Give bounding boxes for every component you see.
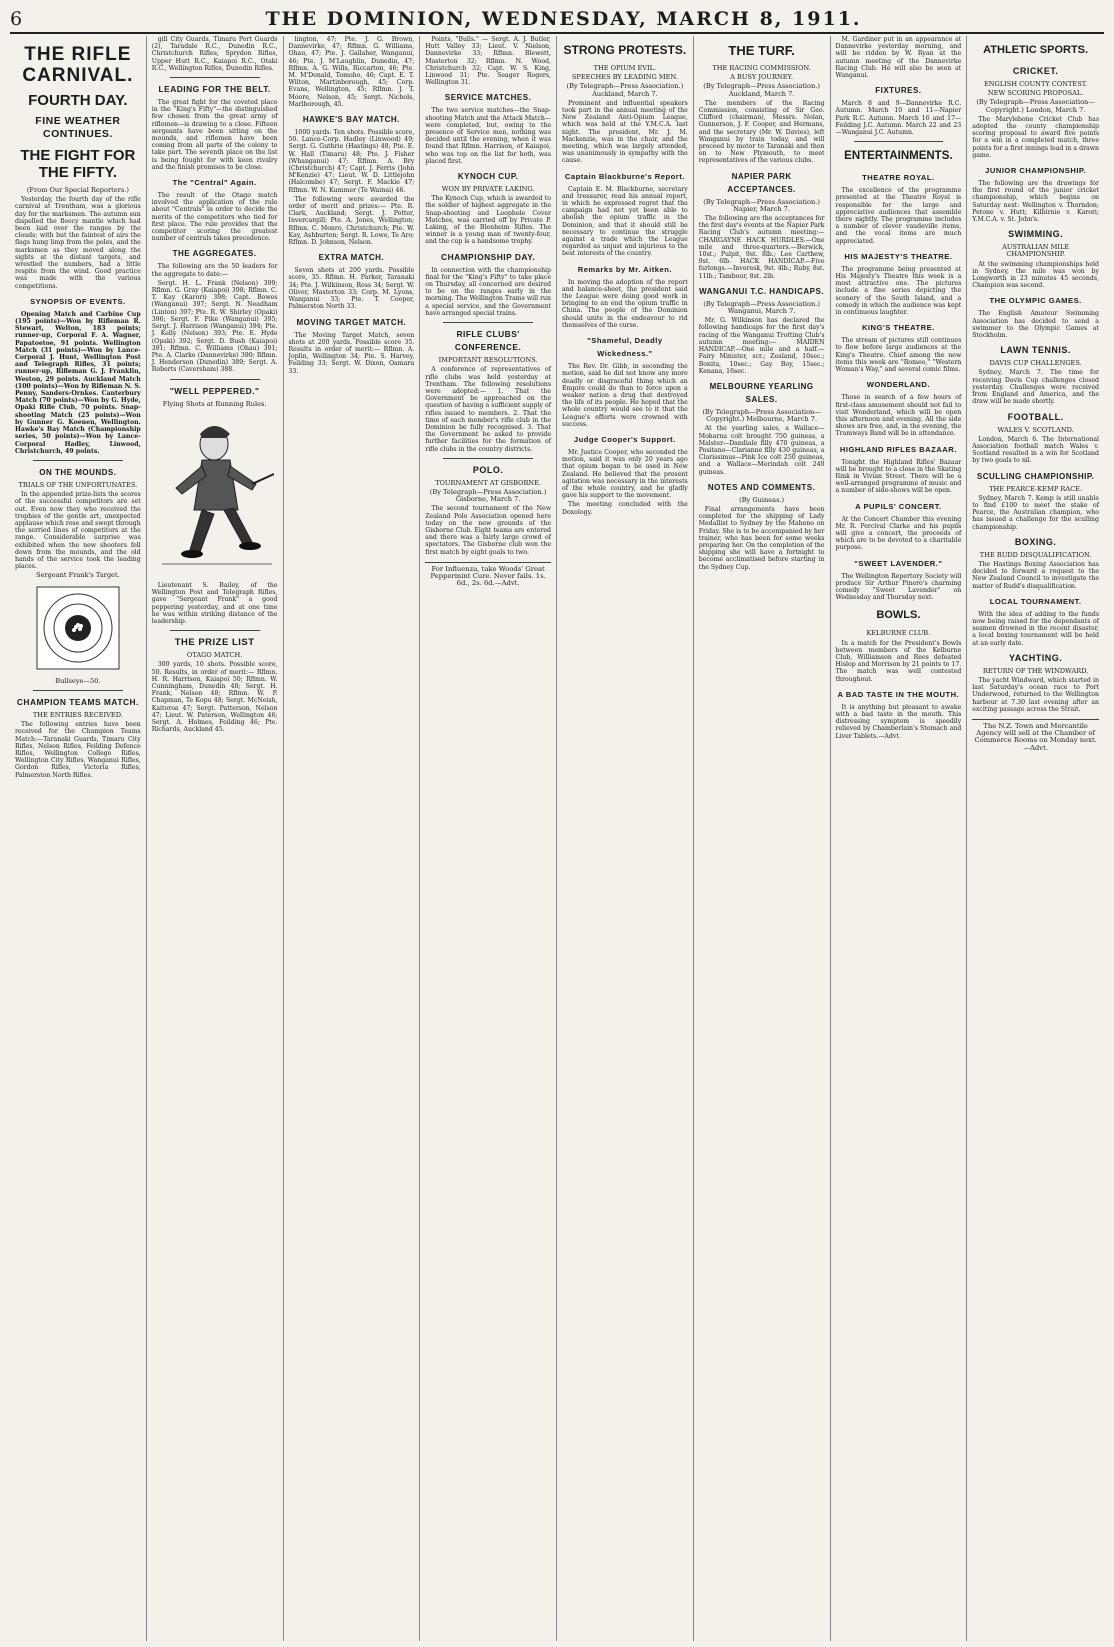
mounds-heading: ON THE MOUNDS. [39,467,117,477]
yachting-body: The yacht Windward, which started in last Saturday's ocean race to Port Underwood, returned to the Wellington harbour at 7.30 last evening after an exciting passage across the Strait. [972,676,1099,713]
napier-park-source: (By Telegraph—Press Association.) Napier, March 7. [703,197,820,213]
divider [443,322,533,323]
kynoch-cup-body: The Kynoch Cup, which is awarded to the soldier of highest aggregate in the Snap-shooting and Loophole Cover Matches, was carried off by Private P. Laking, of the Blenheim Rifles. The winner is a young man of twenty-four, and the cup is a handsome trophy. [425,195,551,246]
swimming-body: At the swimming championships held in Sydney, the mile was won by Longworth in 23 minutes 45 seconds, Champion was second. [972,260,1099,290]
aggregates-heading: THE AGGREGATES. [172,249,257,259]
championship-day-heading: CHAMPIONSHIP DAY. [441,251,536,262]
kings-theatre-body: The stream of pictures still continues to flow before large audiences at the King's Theatre. Chief among the new items this week are "Romeo," "Western Woman's Way," and several comic films. [835,337,962,374]
well-peppered-heading: "WELL PEPPERED." [169,385,260,396]
target-caption: Sergeant Frank's Target. [36,571,120,580]
columns [10,36,1104,1641]
mounds-subheading: TRIALS OF THE UNFORTUNATES. [18,480,138,489]
service-matches-body: The two service matches—the Snap-shooting Match and the Attack Match—were completed, but, owing to the presence of Service men, nothing was decided until the evening, when it was found that Rflmn. Harrison, of Kaiapoi, who was top on the list for both, was placed first. [425,107,551,165]
extra-match-body: Seven shots at 200 yards. Possible score, 35. Rflmn. H. Parker, Taranaki 34; Pte. J. Wilkinson, Ross 34; Sergt. W. Oliver, Masterton 33; Corp. M. Lyons, Wanganui 33; Pte. T. Cooper, Palmerston North 33. [288,267,415,311]
page-number: 6 [10,8,24,30]
sculling-body: Sydney, March 7. Kemp is still unable to find £100 to meet the stake of Pearce, the Australian champion, who has issued a challenge for the sculling championship. [972,494,1099,531]
headline-rifle-carnival: THE RIFLE CARNIVAL. [22,44,134,86]
entertainments-heading: ENTERTAINMENTS. [844,150,953,163]
service-matches-heading: SERVICE MATCHES. [444,93,532,103]
bowls-body: In a match for the President's Bowls between members of the Kelburne Club, Williamson and Rees defeated Hislop and Morrison by 21 points to 17. The match was well contested throughout. [835,639,962,683]
polo-subheading: TOURNAMENT AT GISBORNE. [435,478,542,487]
windward-subheading: RETURN OF THE WINDWARD. [982,666,1089,675]
busy-journey-body: The members of the Racing Commission, consisting of Sir Geo. Clifford (chairman), Messrs. Nolan, Gunnerson, J. F. Cooper, and Hermans, and the secretary (Mr. W. Davies), left Wanganui by train today, and will proceed by motor to Taranaki and then on to New Plymouth, to meet representatives of the various clubs. [698,99,825,165]
rudd-subheading: THE RUDD DISQUALIFICATION. [979,550,1092,559]
champion-teams-heading: CHAMPION TEAMS MATCH. [16,696,139,707]
protests-source: (By Telegraph—Press Association.) Auckland, March 7. [566,82,684,98]
mounds-body: In the appended prize-lists the scores of the successful competitors are set out. Even now they who received the trophies of the gentle art, unexpected applause which rose and swept through the serried lines of competitors at the range. Considerable surprise was exhibited when the new shooters fell down from the mounds, and the old hands of the service took the leading places. [15,491,141,571]
olympic-games-body: The English Amateur Swimming Association has decided to send a swimmer to the Olympic Games at Stockholm. [972,310,1099,340]
hawkes-bay-heading: HAWKE'S BAY MATCH. [302,115,400,125]
judge-cooper-heading: Judge Cooper's Support. [573,434,676,444]
scoring-proposal-subheading: NEW SCORING PROPOSAL. [987,89,1084,98]
kynoch-cup-subheading: WON BY PRIVATE LAKING. [441,185,535,194]
fixtures-heading: FIXTURES. [875,86,922,96]
well-peppered-subheading: Flying Shots at Running Rules. [162,399,267,408]
football-heading: FOOTBALL. [1007,411,1064,422]
boxing-heading: BOXING. [1014,536,1057,547]
belt-body: The great fight for the coveted place in the "King's Fifty"—the distinguished few chosen from the great army of riflemen—is drawing to a close. Fifteen sergeants have been sitting on the mounds, and riflemen have been coming from all parts of the colony to take part. The seventh place on the list is being fought for with keen rivalry and the finish promises to be close. [151,99,278,171]
local-tournament-body: With the idea of adding to the funds now being raised for the dependants of seamen drowned in the recent disaster, a local boxing tournament will be held at an early date. [972,610,1099,647]
extra-match-heading: EXTRA MATCH. [318,253,385,263]
lawn-tennis-body: Sydney, March 7. The time for receiving Davis Cup challenges closed yesterday. Challenges were received from England and America, and the draw will be made shortly. [972,369,1099,406]
column-7 [831,36,968,1641]
divider [170,77,260,78]
shameful-body: The Rev. Dr. Gibb, in seconding the motion, said he did not know any more deadly or disgraceful thing which an Empire could do than to force upon a weaker nation a drug that destroyed the life of its people. He hoped that the whole country would see to it that the League's efforts were crowned with success. [562,363,688,428]
column-7-intro: M. Gardiner put in an appearance at Dannevirke yesterday morning, and will be ridden by W. Ryan at the autumn meeting of the Dannevirke Racing Club. He will also be seen at Wanganui. [835,36,962,80]
pearce-kemp-subheading: THE PEARCE-KEMP RACE. [989,484,1083,493]
column-1 [10,36,147,1641]
pupils-concert-body: At the Concert Chamber this evening Mr. R. Percival Clarke and his pupils will give a concert, the proceeds of which are to be devoted to a charitable purpose. [835,515,962,552]
champion-teams-body: The following entries have been received for the Champion Teams Match:—Taranaki Guards, Timaru City Rifles, Nelson Rifles, Feilding Defence Rifles, Wellington College Rifles, Wellington City Rifles, Wanganui Rifles, Gordon Rifles, Victoria Rifles, Palmerston North Rifles. [15,721,141,779]
column-2-intro: gill City Guards, Timaru Port Guards (2), Taradale R.C., Dunedin R.C., Christchurch Rifles, Sprydon Rifles, Upper Hutt R.C., Kaiapoi R.C., Otaki R.C., Wellington Rifles, Dunedin Rifles. [151,36,278,72]
sweet-lavender-heading: "SWEET LAVENDER." [854,558,943,568]
davis-cup-subheading: DAVIS CUP CHALLENGES. [989,359,1082,368]
cartoon-figure [152,414,278,576]
yearling-sales-heading: MELBOURNE YEARLING SALES. [709,381,814,404]
newspaper-title: THE DOMINION, WEDNESDAY, MARCH 8, 1911. [265,8,862,30]
central-heading: The "Central" Again. [172,178,257,188]
column-2 [147,36,284,1641]
prize-list-heading: THE PRIZE LIST [174,637,255,649]
boxing-body: The Hastings Boxing Association has decided to forward a request to the New Zealand Council to investigate the matter of Rudd's disqualification. [972,560,1099,590]
running-soldier-illustration-icon [152,414,282,574]
highland-rifles-heading: HIGHLAND RIFLES BAZAAR. [839,444,957,454]
junior-championship-body: The following are the drawings for the first round of the junior cricket championship, which begins on Saturday next: Wellington v. Thorndon; Petone v. Hutt; Kilbirnie v. Karori; Y.M.C.A. v. St. John's. [972,180,1099,224]
headline-fight-for-fifty: THE FIGHT FOR THE FIFTY. [20,147,136,181]
napier-park-body: The following are the acceptances for the first day's events at the Napier Park Racing Club's autumn meeting:— CHARGAYNE HACK HURDLES.—One mile and three-quarters.—Berwick, 10st.; Pulpit, 9st. 8lb.; Lee Carthew, 9st. 6lb. HACK HANDICAP.—Five furlongs.—Inveresk, 9st. 4lb.; Ruby, 8st. 11lb.; Tambour, 8st. 2lb. [698,215,825,280]
target-score: Bullseye—50. [55,676,101,685]
swimming-heading: SWIMMING. [1008,229,1064,240]
fixtures-body: March 8 and 9—Dannevirke R.C. Autumn. March 10 and 11—Napier Park R.C. Autumn. March 16 and 17—Feilding J.C. Autumn. March 22 and 23—Wanganui J.C. Autumn. [835,100,962,137]
bad-taste-body: It is anything but pleasant to awake with a bad taste in the mouth. This distressing symptom is speedily relieved by Chamberlain's Stomach and Liver Tablets.—Advt. [835,703,962,740]
yearling-sales-body: At the yearling sales, a Wallace—Moharna colt brought 750 guineas, a Malster—Dandiale filly 470 guineas, a Positano—Clarianne filly 430 guineas, a Clarissimus—Pink Ice colt 250 guineas, and a Wallace—Merindah colt 240 guineas. [698,425,825,476]
polo-source: (By Telegraph—Press Association.) Gisborne, March 7. [429,487,547,504]
kynoch-cup-heading: KYNOCH CUP. [457,172,519,182]
report-body: Captain E. M. Blackburne, secretary and treasurer, read his annual report, in which he expressed regret that the campaign had not yet been able to abolish the opium traffic in the Dominion, and that it should still be necessary to continue the struggle against a trade which the League regarded as unjust and injurious to the best interests of the country. [562,185,688,258]
county-contest-subheading: ENGLISH COUNTY CONTEST. [983,80,1088,88]
polo-body: The second tournament of the New Zealand Polo Association opened here today on the new grounds of the Gisborne Club. Eight teams are entered and there was a fairly large crowd of spectators. The Gisborne club won the first match by eight goals to two. [425,505,551,556]
busy-journey-subheading: A BUSY JOURNEY. [730,73,794,82]
his-majestys-body: The programme being presented at His Majesty's Theatre this week is a most attractive one. The pictures include a fine series depicting the scenery of the South Island, and a comedy in which the audience was kept in continuous laughter. [835,265,962,317]
source-line: (From Our Special Reporters.) [26,186,129,194]
column-6 [694,36,831,1641]
headline-weather: FINE WEATHER CONTINUES. [35,115,121,140]
champion-teams-subheading: THE ENTRIES RECEIVED. [32,710,123,719]
column-4-intro: Points. "Bulls." — Sergt. A. J. Butler, Hutt Valley 33; Lieut. V. Nielson, Dannevirke 33; Rflmn. Blewett, Masterton 32; Rflmn. N. Wood, Christchurch 32; Capt. W. S. King, Linwood 31; Pte. Seager Rogers, Wellington 31. [425,36,551,87]
wonderland-body: Those in search of a few hours of first-class amusement should not fail to visit Wonderland, which will be open this afternoon and evening. All the side shows are free, and, in the evening, the Tramways Band will be in attendance. [835,394,962,438]
divider [854,141,944,142]
protests-body: Prominent and influential speakers took part in the annual meeting of the New Zealand Anti-Opium League, which was held at the Y.M.C.A. last night. The president, Mr. J. M. Mackenzie, was in the chair, and the meeting, which was largely attended, was unanimously in sympathy with the cause. [562,99,688,165]
rifle-clubs-conference-heading: RIFLE CLUBS' CONFERENCE. [454,329,522,353]
bad-taste-heading: A BAD TASTE IN THE MOUTH. [837,689,960,699]
local-tournament-heading: LOCAL TOURNAMENT. [989,596,1082,606]
prize-list-body: 300 yards, 10 shots. Possible score, 50. Results, in order of merit:— Rflmn. H. R. Harrison, Kaiapoi 50; Rflmn. W. Cunningham, Dunedin 48; Sergt. H. Frank, Nelson 48; Rflmn. W. P. Chapman, Te Kopu 48; Sergt. McNeish, Kaitoroa 47; Sergt. Patterson, Nelson 47; Lieut. W. Paterson, Wellington 46; Sergt. A. Holmes, Feilding 46; Pte. Richards, Auckland 45. [151,661,278,734]
sweet-lavender-body: The Wellington Repertory Society will produce Sir Arthur Pinero's charming comedy "Sweet Lavender" on Wednesday and Thursday next. [835,572,962,602]
rifle-clubs-conference-subheading: IMPORTANT RESOLUTIONS. [438,356,538,365]
aggregates-intro: The following are the 50 leaders for the aggregate to date:— [151,263,278,278]
cricket-source: (By Telegraph—Press Association—Copyright.) London, March 7. [976,98,1095,114]
turf-heading: THE TURF. [728,43,795,58]
target-figure [15,586,141,672]
column-5 [557,36,694,1641]
remarks-heading: Remarks by Mr. Aitken. [577,264,673,274]
busy-journey-source: (By Telegraph—Press Association.) Auckland, March 7. [703,82,820,98]
divider [170,379,260,380]
wonderland-heading: WONDERLAND. [866,380,931,390]
divider [170,630,260,631]
report-heading: Captain Blackburne's Report. [564,171,685,181]
bullseye-target-icon [36,586,120,670]
remarks-body: In moving the adoption of the report and balance-sheet, the president said the League were doing good work in bringing to an end the opium traffic in China. The people of the Dominion should unite in the endeavour to rid themselves of the curse. [562,278,688,329]
masthead [10,6,1104,34]
sale-notice: The N.Z. Town and Mercantile Agency will sell at the Chamber of Commerce Rooms on Monday next.—Advt. [972,719,1099,752]
column-3-intro: lington, 47; Pte. J. G. Brown, Dannevirke, 47; Rflmn. G. Williams, Ohau, 47; Pte. J. Gallaher, Wanganui, 46; Pte. J. M'Laughlin, Dunedin, 47; Rflmn. A. G. Wills, Riccarton, 46; Pte. M. M'Donald, Tomoho, 46; Capt. E. T. Wilton, Martinborough, 45; Corp. Evans, Wellington, 45; Rflmn. J. T. Moore, Nelson, 45; Sergt. Nichols, Marlborough, 45. [288,36,415,108]
bowls-heading: BOWLS. [876,609,921,622]
cricket-heading: CRICKET. [1012,66,1059,76]
cricket-body: The Marylebone Cricket Club has adopted the county championship scoring proposal to award five points for a win in a completed match, three points for a first innings lead in a drawn game. [972,115,1099,159]
opium-evil-subheading: THE OPIUM EVIL. [593,64,657,72]
notes-body: Final arrangements have been completed for the shipping of Lady Medallist to Sydney by the Maheno on Friday. She is to be accompanied by her trainer, who has been for some weeks preparing her. On the completion of the shipping she will have a fortnight to become acclimatised before starting in the Sydney Cup. [698,505,825,571]
notes-source: (By Guineas.) [739,495,785,504]
column-4 [420,36,557,1641]
highland-rifles-body: Tonight the Highland Rifles' Bazaar will be brought to a close in the Skating Rink in Vivian Street. There will be a well-arranged programme of music and a number of side-shows will be open. [835,458,962,495]
theatre-royal-body: The excellence of the programme presented at the Theatre Royal is responsible for the large and appreciative audiences that assemble there nightly. The programme includes a number of clever vaudeville items, and the vocal items are much appreciated. [835,187,962,245]
wanganui-body: Mr. G. Wilkinson has declared the following handicaps for the first day's racing of the Wanganui Trotting Club's autumn meeting:— MAIDEN HANDICAP.—One mile and a half.—Fairy Minister, scr.; Zealand, 10sec.; Bonita, 10sec.; Gay Boy, 15sec.; Kenana, 16sec. [698,317,825,375]
notes-heading: NOTES AND COMMENTS. [707,482,816,492]
theatre-royal-heading: THEATRE ROYAL. [862,173,935,183]
championship-day-body: In connection with the championship final for the "King's Fifty" to take place on Thursday, all concerned are desired to be on the ranges early in the morning. The Wellington Trams will run a special service, and the Government have arranged special trains. [425,266,551,317]
aggregates-list: Sergt. H. L. Frank (Nelson) 399; Rflmn. G. Gray (Kaiapoi) 398; Rflmn. C. T. Kay (Karori) 398; Capt. Bowes (Wanganui) 397; Sergt. N. Neadham (Linton) 397; Pte. R. W. Shirley (Opaki) 396; Sergt. F. Pike (Wanganui) 395; Sergt. J. Harrison (Wanganui) 394; Pte. J. Kelly (Nelson) 393; Pte. E. Hyde (Opaki) 392; Sergt. D. Bush (Kaiapoi) 391; Rflmn. C. Williams (Ohau) 391; Pte. A. Clarke (Dannevirke) 390; Rflmn. J. Henderson (Dunedin) 389; Sergt. A. Roberts (Caversham) 388. [151,279,278,374]
cartoon-caption: Lieutenant S. Bailey, of the Wellington Post and Telegraph Rifles, gave "Sergeant Frank" a good peppering yesterday, and at one time he was within striking distance of the leadership. [151,581,278,625]
napier-park-heading: NAPIER PARK ACCEPTANCES. [727,171,796,194]
hawkes-bay-body: 1000 yards. Ten shots. Possible score, 50. Lance-Corp. Hadley (Linwood) 49; Sergt. G. Guthrie (Hastings) 48; Pte. E. W. Hall (Timaru) 48; Pte. J. Fisher (Whanganui) 47; Rflmn. A. Bry (Christchurch) 47; Capt. J. Ferris (John M'Kenzie) 47; Lieut. W. D. Littlejohn (Halcombe) 47; Sergt. F. Mackie 47; Rflmn. W. N. Kummer (Te Wainui) 46. [288,129,415,194]
judge-cooper-body: Mr. Justice Cooper, who seconded the motion, said it was only 20 years ago that opium began to be used in New Zealand. He believed that the present agitation was necessary in the interests of the whole country, and he gladly gave his support to the movement. [562,448,688,500]
column-8 [967,36,1104,1641]
wales-scotland-subheading: WALES V. SCOTLAND. [997,425,1074,434]
article-intro: Yesterday, the fourth day of the rifle carnival at Trentham, was a glorious day for the marksmen. The autumn sun dispelled the fleecy mantle which had been laid over the ranges by the clouds; with but the faintest of airs the flags hung limp from the poles, and the marksmen as they moved along the sights at the distant targets, and wrestled the numbers, had a little respite from the wind. Good practice was made with the various competitions. [15,196,141,290]
synopsis-heading: SYNOPSIS OF EVENTS. [30,296,126,306]
racing-commission-subheading: THE RACING COMMISSION. [712,64,811,72]
belt-heading: LEADING FOR THE BELT. [158,84,271,95]
column-3 [284,36,421,1641]
junior-championship-heading: JUNIOR CHAMPIONSHIP. [985,166,1087,176]
wanganui-source: (By Telegraph—Press Association.) Wanganui, March 7. [703,299,820,316]
pupils-concert-heading: A PUPILS' CONCERT. [855,501,942,511]
mile-championship-subheading: AUSTRALIAN MILE CHAMPIONSHIP. [1002,243,1070,259]
central-body: The result of the Otago match involved the application of the rule about "Centrals" in order to decide the merits of the competitors who tied for first place. The rule provides that the competitor scoring the greatest number of centrals takes precedence. [151,192,278,243]
kelburne-club-subheading: KELBURNE CLUB. [866,629,931,638]
divider [33,690,123,691]
moving-target-heading: MOVING TARGET MATCH. [296,317,407,327]
sculling-heading: SCULLING CHAMPIONSHIP. [976,471,1095,481]
moving-target-body: The Moving Target Match, seven shots at 200 yards. Possible score 35. Results in order of merit:— Rflmn. A. Joplin, Wellington 34; Pte. S. Harvey, Feilding 33; Sergt. W. Dixon, Oamaru 33. [288,331,415,375]
strong-protests-heading: STRONG PROTESTS. [563,43,687,57]
olympic-games-heading: THE OLYMPIC GAMES. [989,296,1082,306]
closing-line: The meeting concluded with the Doxology. [562,501,688,516]
prize-winners-body: The following were awarded the order of merit and prizes:— Pte. R. Clark, Auckland; Sergt. J. Potter, Invercargill; Pte. A. Jones, Wellington; Rflmn. C. Monro, Christchurch; Pte. W. Kay, Ashburton; Sergt. R. Lowe, Te Aro; Rflmn. D. Johnson, Nelson. [288,195,415,247]
wanganui-heading: WANGANUI T.C. HANDICAPS. [699,286,825,296]
athletic-sports-heading: ATHLETIC SPORTS. [983,44,1089,56]
otago-match-subheading: OTAGO MATCH. [186,651,243,660]
headline-fourth-day: FOURTH DAY. [28,92,128,109]
football-body: London, March 6. The International Association football match Wales v. Scotland resulted in a win for Scotland by two goals to nil. [972,435,1099,465]
synopsis-body: Opening Match and Carbine Cup (195 points)—Won by Rifleman R. Stewart, Welton, 183 points; runner-up, Corporal F. A. Wagner, Papatoetoe, 91 points. Wellington Match (31 points)—Won by Lance-Corporal J. Hunt, Wellington Post and Telegraph Rifles, 31 points; runner-up, Rifleman G. J. Franklin, Weston, 29 points. Auckland Match (100 points)—Won by Rifleman N. S. Penny, Sanders-Ornkes. Canterbury Match (70 points)—Won by G. Hyde, Opaki Rifle Club, 70 points. Snap-shooting Match (25 points)—Won by Gunner G. Koenen, Wellington. Hawke's Bay Match (Championship series, 50 points)—Won by Lance-Corporal Hadley, Linwood, Christchurch, 49 points. [15,310,141,455]
shameful-heading: "Shameful, Deadly Wickedness." [587,336,663,359]
polo-heading: POLO. [472,464,504,475]
kings-theatre-heading: KING'S THEATRE. [861,323,935,333]
divider [443,458,533,459]
speeches-subheading: SPEECHES BY LEADING MEN. [571,73,678,82]
advertisement: For Influenza, take Woods' Great Peppermint Cure. Never fails. 1s. 6d., 2s. 6d.—Advt. [425,562,551,588]
his-majestys-heading: HIS MAJESTY'S THEATRE. [844,251,953,261]
rifle-clubs-conference-body: A conference of representatives of rifle clubs was held yesterday at Trentham. The following resolutions were adopted:— 1. That the Government be approached on the question of having a sufficient supply of rifles issued to members. 2. That the time of each member's rifle club in the Dominion be fully recognised. 3. That the Government be asked to provide further facilities for the formation of rifle clubs in the country districts. [425,366,551,453]
yachting-heading: YACHTING. [1009,652,1063,663]
divider [33,460,123,461]
lawn-tennis-heading: LAWN TENNIS. [1000,345,1071,356]
yearling-sales-source: (By Telegraph—Press Association—Copyright.) Melbourne, March 7. [702,407,821,424]
